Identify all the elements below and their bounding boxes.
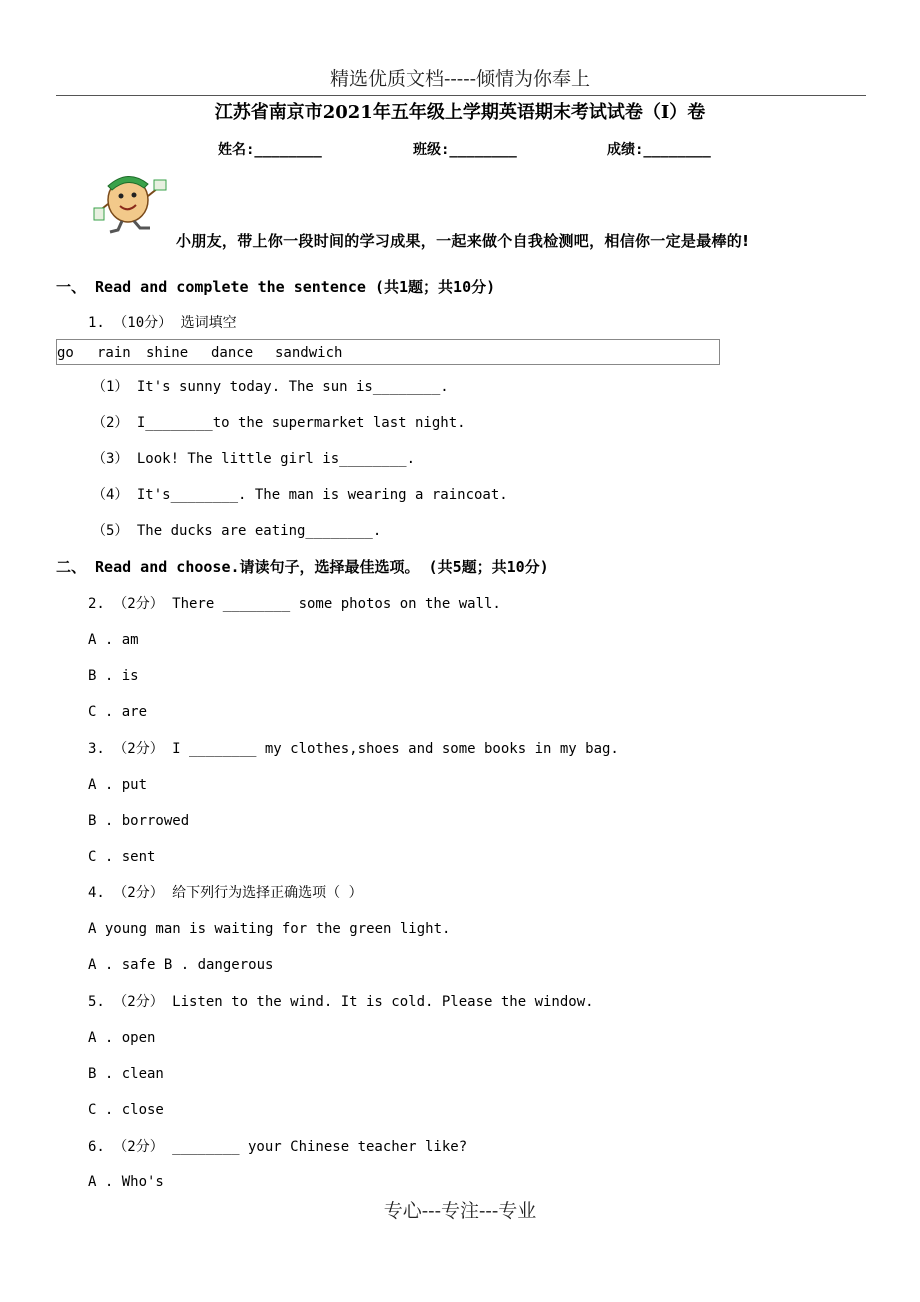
class-field: 班级:________ — [413, 142, 517, 158]
score-field: 成绩:________ — [607, 142, 711, 158]
q6-option: A . Who's — [88, 1174, 164, 1190]
q5-header: 5. （2分） Listen to the wind. It is cold. Please the window. — [88, 994, 594, 1010]
q1-item: （1） It's sunny today. The sun is________. — [92, 379, 449, 395]
q6-header: 6. （2分） ________ your Chinese teacher like? — [88, 1139, 468, 1155]
word-bank-item: shine — [146, 345, 189, 361]
encouragement-text: 小朋友，带上你一段时间的学习成果，一起来做个自我检测吧，相信你一定是最棒的! — [176, 232, 750, 250]
exam-title: 江苏省南京市2021年五年级上学期英语期末考试试卷（I）卷 — [214, 102, 706, 123]
word-bank-item: rain — [97, 345, 131, 361]
q1-item: （4） It's________. The man is wearing a raincoat. — [92, 487, 508, 503]
cartoon-mascot-icon — [92, 170, 170, 236]
q4-options: A . safe B . dangerous — [88, 957, 274, 973]
running-header: 精选优质文档-----倾情为你奉上 — [329, 68, 591, 90]
section2-title: 二、 Read and choose.请读句子，选择最佳选项。 (共5题；共10分) — [56, 558, 549, 576]
section1-title: 一、 Read and complete the sentence (共1题；共10分) — [56, 278, 496, 296]
q1-item: （2） I________to the supermarket last night. — [92, 415, 466, 431]
word-bank-box — [56, 339, 720, 365]
q1-item: （3） Look! The little girl is________. — [92, 451, 416, 467]
q5-option: A . open — [88, 1030, 156, 1046]
word-bank-item: dance — [211, 345, 254, 361]
q5-option: B . clean — [88, 1066, 164, 1082]
q3-option: C . sent — [88, 849, 156, 865]
header-divider — [56, 95, 866, 96]
q5-option: C . close — [88, 1102, 164, 1118]
q4-header: 4. （2分） 给下列行为选择正确选项（ ） — [88, 885, 363, 901]
q1-item: （5） The ducks are eating________. — [92, 523, 382, 539]
q2-option: C . are — [88, 704, 148, 720]
q2-option: A . am — [88, 632, 139, 648]
q3-header: 3. （2分） I ________ my clothes,shoes and some books in my bag. — [88, 741, 619, 757]
word-bank-item: go — [57, 345, 74, 361]
q3-option: A . put — [88, 777, 148, 793]
q2-header: 2. （2分） There ________ some photos on the wall. — [88, 596, 501, 612]
q3-option: B . borrowed — [88, 813, 190, 829]
q2-option: B . is — [88, 668, 139, 684]
name-field: 姓名:________ — [218, 142, 322, 158]
word-bank-item: sandwich — [275, 345, 343, 361]
q1-header: 1. （10分） 选词填空 — [88, 315, 237, 331]
page-footer: 专心---专注---专业 — [383, 1200, 537, 1222]
q4-sentence: A young man is waiting for the green light. — [88, 921, 451, 937]
